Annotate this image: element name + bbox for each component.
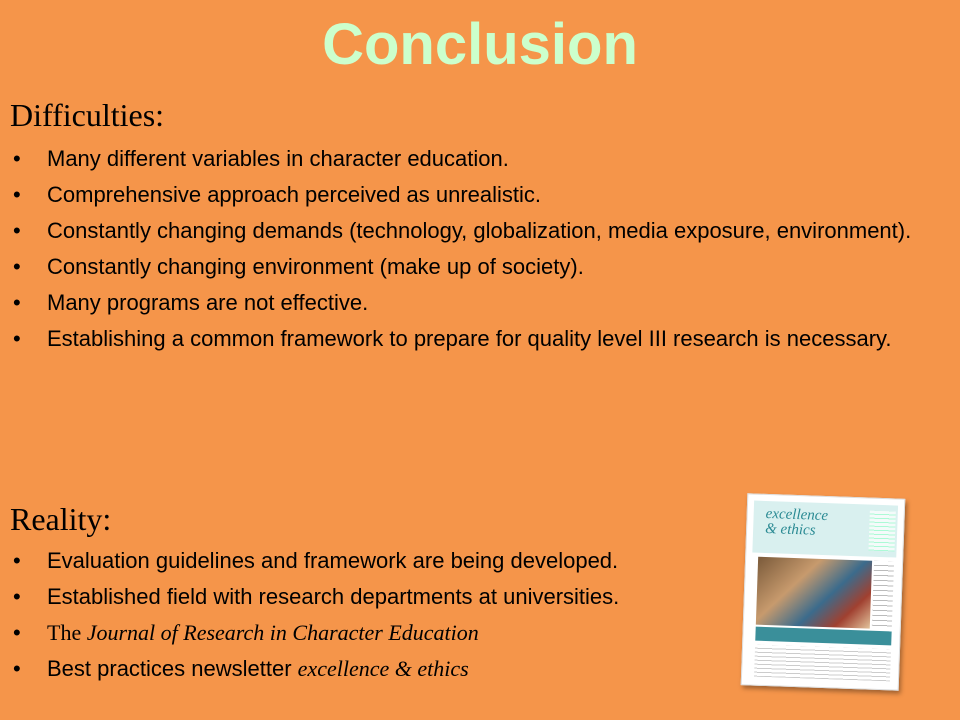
journal-prefix: The	[47, 620, 87, 645]
bullet-icon: •	[13, 584, 21, 609]
cover-title	[765, 507, 866, 540]
journal-title: Journal of Research in Character Education	[86, 620, 479, 645]
reality-heading: Reality:	[10, 501, 112, 537]
bullet-icon: •	[13, 254, 21, 279]
bullet-icon: •	[13, 290, 21, 315]
bullet-icon: •	[13, 326, 21, 351]
list-item-text: Constantly changing demands (technology, globalization, media exposure, environment).	[47, 218, 912, 243]
list-item	[0, 251, 950, 282]
list-item	[0, 179, 950, 210]
cover-photo	[756, 557, 872, 629]
list-item-text: Establishing a common framework to prepare for quality level III research is necessary.	[47, 326, 892, 351]
list-item-text: Many different variables in character education.	[47, 146, 509, 171]
newsletter-cover-image	[741, 493, 906, 690]
bullet-icon: •	[13, 620, 21, 645]
list-item	[0, 323, 950, 354]
list-item-text: Constantly changing environment (make up of society).	[47, 254, 584, 279]
cover-body-text	[754, 645, 891, 682]
list-item-text: Evaluation guidelines and framework are being developed.	[47, 548, 619, 573]
list-item	[0, 215, 950, 246]
bullet-icon: •	[13, 656, 21, 681]
bullet-icon: •	[13, 146, 21, 171]
newsletter-title: excellence & ethics	[297, 656, 469, 681]
bullet-icon: •	[13, 218, 21, 243]
bullet-icon: •	[13, 182, 21, 207]
cover-contents	[868, 511, 895, 552]
newsletter-prefix: Best practices newsletter	[47, 656, 298, 681]
slide-title: Conclusion	[322, 12, 638, 77]
cover-title-line2: & ethics	[764, 520, 816, 539]
list-item-text: Many programs are not effective.	[47, 290, 369, 315]
list-item	[0, 287, 950, 318]
cover-title-line1: excellence	[765, 505, 829, 525]
list-item	[0, 143, 950, 174]
difficulties-list	[0, 143, 950, 359]
difficulties-heading: Difficulties:	[10, 97, 165, 133]
cover-caption-bar	[755, 627, 891, 646]
cover-photo-sidebar	[872, 561, 894, 630]
list-item-text: Established field with research departments at universities.	[47, 584, 620, 609]
bullet-icon: •	[13, 548, 21, 573]
list-item-text: Comprehensive approach perceived as unrealistic.	[47, 182, 542, 207]
